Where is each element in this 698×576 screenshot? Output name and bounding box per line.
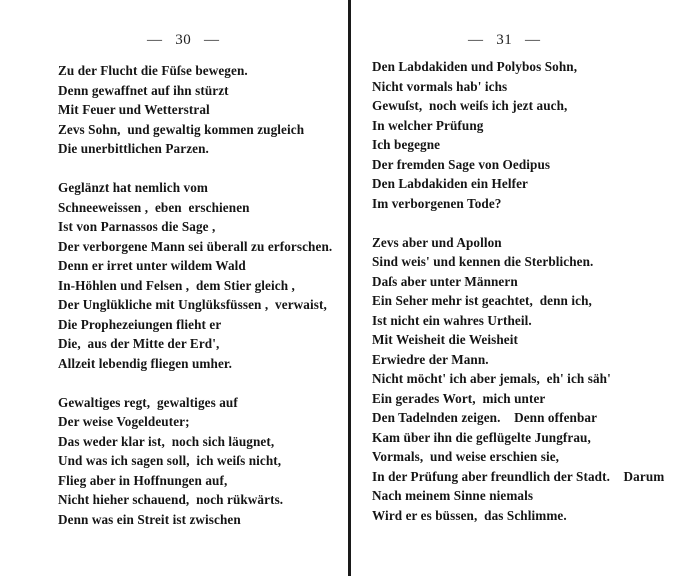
verse-line: Ein gerades Wort, mich unter [372,390,546,406]
verse-line: Gewaltiges regt, gewaltiges auf [58,394,238,410]
verse-line: Zevs aber und Apollon [372,234,502,250]
verse-line: Flieg aber in Hoffnungen auf, [58,472,228,488]
stanza-1 [58,61,332,159]
right-page [351,0,698,576]
verse-line: Denn er irret unter wildem Wald [58,258,246,273]
stanza-break [58,159,332,179]
verse-line: Denn was ein Streit ist zwischen [58,511,241,527]
stanza-2 [372,233,664,526]
verse-line: Die unerbittlichen Parzen. [58,141,209,156]
verse-line: Vormals, und weise erschien sie, [372,449,560,464]
verse-line: Erwiedre der Mann. [372,351,489,367]
verse-line: Nicht vormals hab' ichs [372,78,508,94]
verse-line: Ich begegne [372,137,441,152]
verse-line: Ist von Parnassos die Sage , [58,219,216,234]
stanza-break [58,373,332,393]
verse-line: In-Höhlen und Felsen , dem Stier gleich , [58,277,295,293]
verse-line: In welcher Prüfung [372,117,484,133]
verse-line: Den Tadelnden zeigen. Denn offenbar [372,410,598,425]
verse-line: Den Labdakiden und Polybos Sohn, [372,59,578,74]
stanza-3 [58,393,332,530]
verse-line: Die, aus der Mitte der Erd', [58,336,220,351]
verse-line: Schneeweissen , eben erschienen [58,199,250,215]
page-number-right: — 31 — [468,32,541,48]
verse-line: Der Unglükliche mit Unglüksfüssen , verwaist, [58,297,327,312]
verse-line: Denn gewaffnet auf ihn stürzt [58,82,229,98]
verse-line: Mit Feuer und Wetterstral [58,102,210,117]
right-page-text [372,57,664,525]
verse-line: Der weise Vogeldeuter; [58,414,190,429]
verse-line: Geglänzt hat nemlich vom [58,180,209,195]
stanza-2 [58,178,332,373]
left-page [0,0,348,576]
verse-line: Und was ich sagen soll, ich weiſs nicht, [58,453,282,468]
stanza-break [372,213,664,233]
verse-line: Wird er es büssen, das Schlimme. [372,507,567,523]
verse-line: Kam über ihn die geflügelte Jungfrau, [372,429,591,445]
verse-line: Nicht möcht' ich aber jemals, eh' ich säh' [372,371,611,386]
verse-line: Die Prophezeiungen flieht er [58,316,222,332]
verse-line: Der fremden Sage von Oedipus [372,156,551,172]
verse-line: Ist nicht ein wahres Urtheil. [372,312,532,328]
verse-line: In der Prüfung aber freundlich der Stadt. Darum [372,468,665,484]
left-page-text [58,61,332,529]
verse-line: Nicht hieher schauend, noch rükwärts. [58,492,284,507]
verse-line: Nach meinem Sinne niemals [372,488,534,503]
verse-line: Daſs aber unter Männern [372,273,518,289]
verse-line: Mit Weisheit die Weisheit [372,332,518,347]
stanza-1 [372,57,664,213]
verse-line: Der verborgene Mann sei überall zu erforschen. [58,238,333,254]
verse-line: Ein Seher mehr ist geachtet, denn ich, [372,293,592,308]
page-number-left: — 30 — [147,32,220,48]
verse-line: Das weder klar ist, noch sich läugnet, [58,433,275,449]
verse-line: Sind weis' und kennen die Sterblichen. [372,254,594,269]
verse-line: Zevs Sohn, und gewaltig kommen zugleich [58,121,305,137]
verse-line: Im verborgenen Tode? [372,195,502,211]
verse-line: Zu der Flucht die Füſse bewegen. [58,63,248,78]
verse-line: Den Labdakiden ein Helfer [372,176,528,191]
verse-line: Gewuſst, noch weiſs ich jezt auch, [372,98,568,113]
verse-line: Allzeit lebendig fliegen umher. [58,355,233,371]
